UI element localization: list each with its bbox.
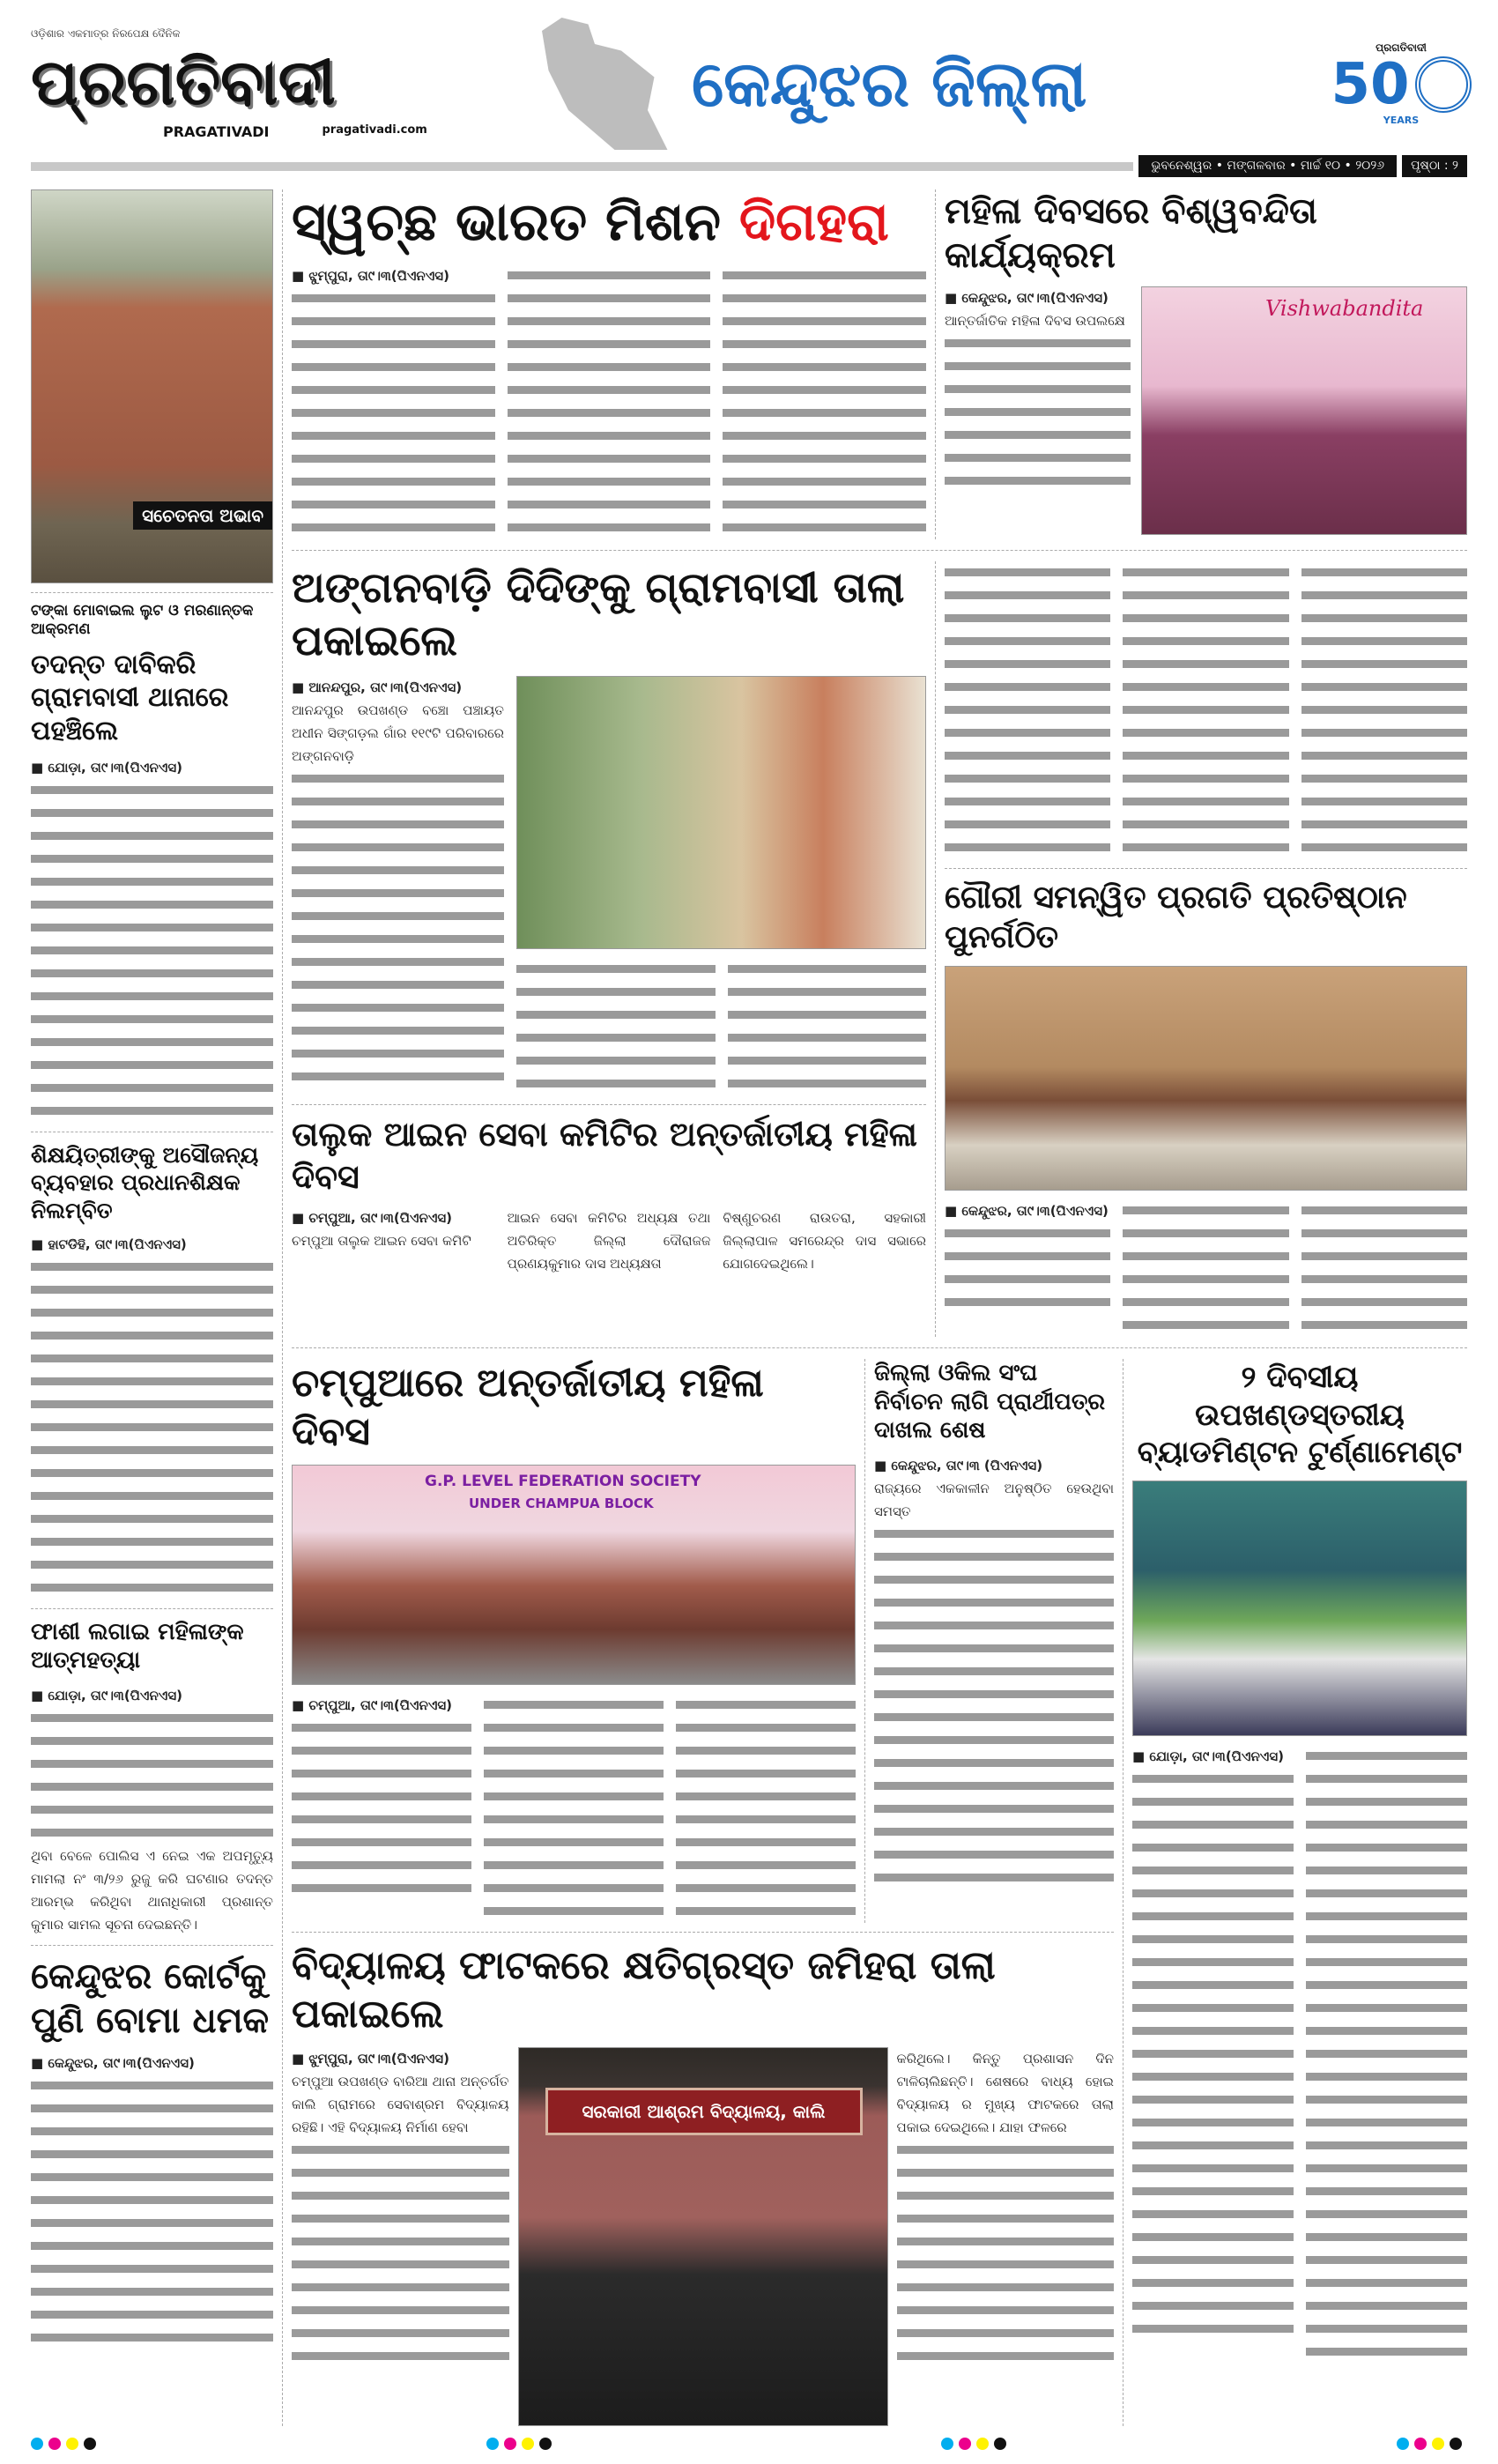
article-body-badminton: ■ ଯୋଡ଼ା, ତା୯।୩(ପିଏନଏସ) (1132, 1745, 1467, 2364)
article-body-anganwadi: ■ ଆନନ୍ଦପୁର, ତା୯।୩(ପିଏନଏସ) ଆନନ୍ଦପୁର ଉପଖଣ୍ଡ ବଞ୍ଚୋ ପଞ୍ଚାୟତ ଅଧୀନ ସିଙ୍ଗଡ଼ଲ ଗାଁର ୧୧୯ଟି ପରିବାରରେ ଅଙ୍ଗନବାଡ଼ି (292, 676, 504, 1088)
kicker-tanka-mobile: ଟଙ୍କା ମୋବାଇଲ ଲୁଟ ଓ ମରଣାନ୍ତକ ଆକ୍ରମଣ (31, 602, 254, 639)
toilet-photo (31, 189, 273, 583)
article-body-mahila-dibas-2 (945, 561, 1467, 859)
article-body-taluka-3: ବିଷ୍ଣୁଚରଣ ରାଉତରା, ସହକାରୀ ଜିଲ୍ଲାପାଳ ସମରେନ୍ଦ୍ର ଦାସ ସଭାରେ ଯୋଗଦେଇଥିଲେ। (723, 1210, 926, 1272)
gouri-meeting-photo (945, 966, 1467, 1191)
champua-event-photo: G.P. LEVEL FEDERATION SOCIETY UNDER CHAMPUA BLOCK (292, 1465, 856, 1685)
article-body-swachh: ■ ଝୁମ୍ପୁରା, ତା୯।୩(ପିଏନଏସ) (292, 264, 926, 539)
logo-block (31, 27, 524, 140)
school-sign: ସରକାରୀ ଆଶ୍ରମ ବିଦ୍ୟାଳୟ, କାଲି (545, 2088, 863, 2135)
headline-swachh: ସ୍ୱଚ୍ଛ ଭାରତ ମିଶନ ଦିଗହରା (292, 191, 889, 253)
headline-champua: ଚମ୍ପୁଆରେ ଅନ୍ତର୍ଜାତୀୟ ମହିଳା ଦିବସ (292, 1361, 764, 1454)
article-body-bidyalaya-2: କରିଥିଲେ। କିନ୍ତୁ ପ୍ରଶାସନ ଦିନ ଟାଳିଚାଲିଛନ୍ତି। ଶେଷରେ ବାଧ୍ୟ ହୋଇ ବିଦ୍ୟାଳୟ ର ମୁଖ୍ୟ ଫାଟକରେ ତାଲା ପକାଇ ଦେଇଥିଲେ। ଯାହା ଫଳରେ (897, 2047, 1115, 2368)
headline-taluka: ତାଲୁକ ଆଇନ ସେବା କମିଟିର ଅନ୍ତର୍ଜାତୀୟ ମହିଳା ଦିବସ (292, 1115, 917, 1196)
article-body-taluka-2: ଆଇନ ସେବା କମିଟିର ଅଧ୍ୟକ୍ଷ ତଥା ଅତିରିକ୍ତ ଜିଲ୍ଲା ଦୌରାଜଜ ପ୍ରଣୟକୁମାର ଦାସ ଅଧ୍ୟକ୍ଷତା (507, 1210, 711, 1272)
article-body-phashi: ■ ଯୋଡ଼ା, ତା୯।୩(ପିଏନଏସ) ଥିବା ବେଳେ ପୋଲିସ ଏ ନେଇ ଏକ ଅପମୃତ୍ୟୁ ମାମଲା ନଂ ୩/୨୬ ରୁଜୁ କରି ଘଟଣାର ତଦନ୍ତ ଆରମ୍ଭ କରିଥିବା ଥାନାଧିକାରୀ ପ୍ରଶାନ୍ତ କୁମାର ସାମଲ ସୂଚନା ଦେଇଛନ୍ତି। (31, 1687, 273, 1933)
website: pragativadi.com (322, 123, 427, 137)
headline-court: କେନ୍ଦୁଝର କୋର୍ଟକୁ ପୁଣି ବୋମା ଧମକ (31, 1956, 270, 2041)
district-map (542, 18, 674, 150)
emblem-icon (1415, 56, 1472, 113)
article-body-taluka-1: ■ ଚମ୍ପୁଆ, ତା୯।୩(ପିଏନଏସ) ଚମ୍ପୁଆ ତାଲୁକ ଆଇନ ସେବା କମିଟି (292, 1210, 471, 1249)
article-body-anganwadi-2 (516, 958, 926, 1095)
vishwabandita-photo: Vishwabandita (1141, 286, 1467, 535)
anniversary-logo: ପ୍ରଗତିବାଦୀ 50 YEARS (1335, 41, 1467, 126)
anganwadi-photo (516, 676, 926, 949)
article-body-mahila-dibas: ■ କେନ୍ଦୁଝର, ତା୯।୩(ପିଏନଏସ) ଆନ୍ତର୍ଜାତିକ ମହିଳା ଦିବସ ଉପଲକ୍ଷେ (945, 286, 1131, 493)
logo-english: PRAGATIVADI (163, 123, 270, 141)
headline-anganwadi: ଅଙ୍ଗନବାଡ଼ି ଦିଦିଙ୍କୁ ଗ୍ରାମବାସୀ ତାଲା ପକାଇଲେ (292, 563, 905, 665)
page-number: ପୃଷ୍ଠା : ୨ (1402, 155, 1467, 177)
article-body-bidyalaya-1: ■ ଝୁମ୍ପୁରା, ତା୯।୩(ପିଏନଏସ) ଚମ୍ପୁଆ ଉପଖଣ୍ଡ ବାରିଆ ଥାନା ଅନ୍ତର୍ଗତ କାଲି ଗ୍ରାମରେ ସେବାଶ୍ରମ ବିଦ୍ୟାଳୟ ରହିଛି। ଏହି ବିଦ୍ୟାଳୟ ନିର୍ମାଣ ହେବା (292, 2047, 509, 2368)
masthead (31, 18, 1467, 177)
headline-phashi: ଫାଶୀ ଲଗାଇ ମହିଳାଙ୍କ ଆତ୍ମହତ୍ୟା (31, 1618, 244, 1674)
article-body-court: ■ କେନ୍ଦୁଝର, ତା୯।୩(ପିଏନଏସ) (31, 2052, 273, 2349)
article-body-gouri: ■ କେନ୍ଦୁଝର, ତା୯।୩(ପିଏନଏସ) (945, 1199, 1467, 1337)
registration-marks (31, 2437, 1467, 2453)
article-body-tanka-mobile: ■ ଯୋଡ଼ା, ତା୯।୩(ପିଏନଏସ) (31, 756, 273, 1123)
date-bar: ଭୁବନେଶ୍ୱର • ମଙ୍ଗଳବାର • ମାର୍ଚ୍ଚ ୧୦ • ୨୦୨୬ (1138, 155, 1397, 177)
logo-odia: ପ୍ରଗତିବାଦୀ (31, 44, 336, 119)
photo-caption: ସଚେତନତା ଅଭାବ (133, 501, 272, 530)
section-title: କେନ୍ଦୁଝର ଜିଲ୍ଲା (692, 46, 1087, 121)
headline-gouri: ଗୌରୀ ସମନ୍ୱିତ ପ୍ରଗତି ପ୍ରତିଷ୍ଠାନ ପୁନର୍ଗଠିତ (945, 879, 1407, 955)
tagline: ଓଡ଼ିଶାର ଏକମାତ୍ର ନିରପେକ୍ଷ ଦୈନିକ (31, 26, 181, 40)
school-gate-photo (518, 2047, 888, 2426)
header-rule (31, 162, 1133, 171)
headline-tanka-mobile: ତଦନ୍ତ ଦାବିକରି ଗ୍ରାମବାସୀ ଥାନାରେ ପହଞ୍ଚିଲେ (31, 649, 229, 746)
article-body-okila: ■ କେନ୍ଦୁଝର, ତା୯।୩ (ପିଏନଏସ) ରାଜ୍ୟରେ ଏକକାଳୀନ ଅନୁଷ୍ଠିତ ହେଉଥିବା ସମସ୍ତ (874, 1454, 1114, 1889)
article-body-shikshayitri: ■ ହାଟଡିହି, ତା୯।୩(ପିଏନଏସ) (31, 1233, 273, 1599)
article-body-champua: ■ ଚମ୍ପୁଆ, ତା୯।୩(ପିଏନଏସ) (292, 1694, 856, 1923)
headline-okila: ଜିଲ୍ଲା ଓକିଲ ସଂଘ ନିର୍ବାଚନ ଲାଗି ପ୍ରାର୍ଥୀପତ୍ର ଦାଖଲ ଶେଷ (874, 1360, 1106, 1444)
headline-badminton: ୨ ଦିବସୀୟ ଉପଖଣ୍ଡସ୍ତରୀୟ ବ୍ୟାଡମିଣ୍ଟନ ଟୁର୍ଣ୍ଣାମେଣ୍ଟ (1137, 1360, 1463, 1470)
badminton-photo (1132, 1481, 1467, 1736)
headline-mahila-dibas: ମହିଳା ଦିବସରେ ବିଶ୍ୱବନ୍ଦିତା କାର୍ଯ୍ୟକ୍ରମ (945, 191, 1317, 276)
headline-shikshayitri: ଶିକ୍ଷୟିତ୍ରୀଙ୍କୁ ଅସୌଜନ୍ୟ ବ୍ୟବହାର ପ୍ରଧାନଶିକ୍ଷକ ନିଲମ୍ବିତ (31, 1142, 259, 1223)
headline-bidyalaya: ବିଦ୍ୟାଳୟ ଫାଟକରେ କ୍ଷତିଗ୍ରସ୍ତ ଜମିହରା ତାଲା ପକାଇଲେ (292, 1943, 996, 2037)
